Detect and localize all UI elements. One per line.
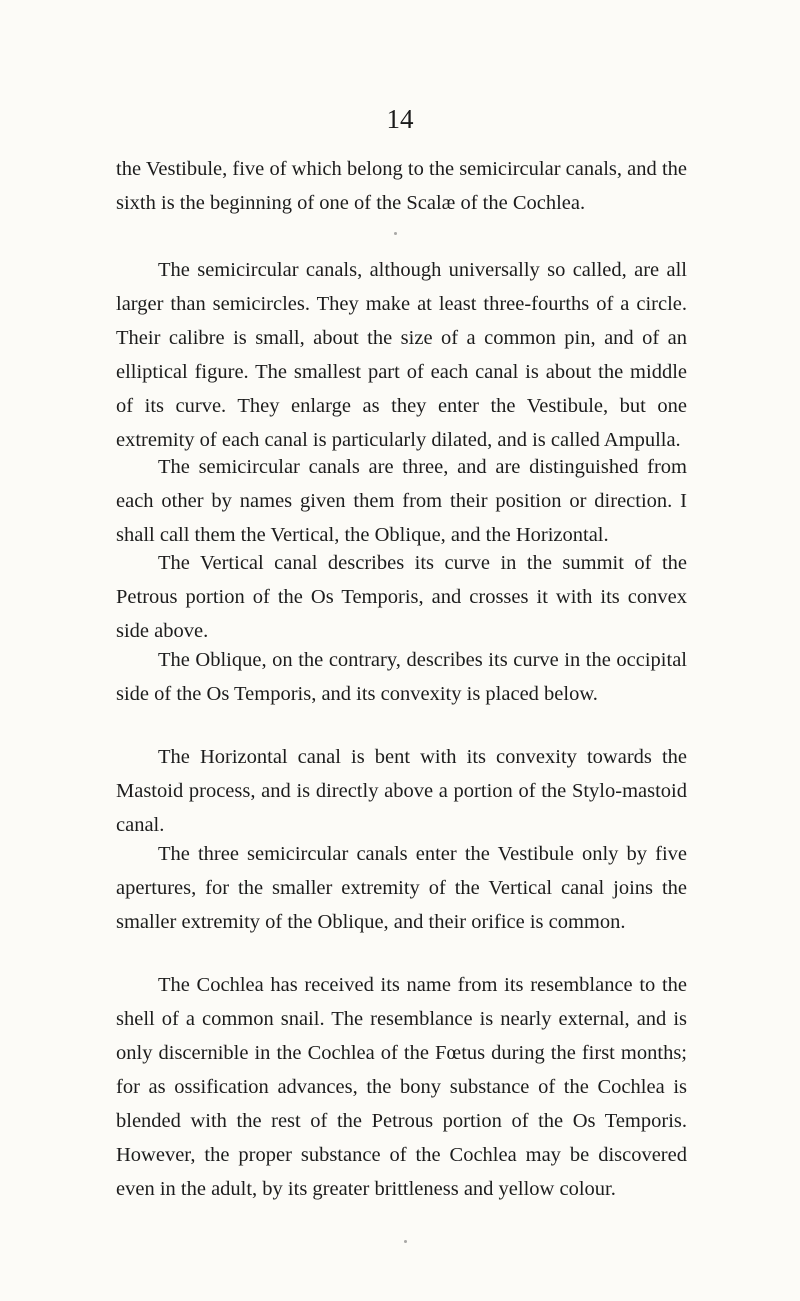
paper-speck xyxy=(394,232,397,235)
paragraph-3-text: The semicircular canals are three, and are distinguished from each other by names given them from their position or direction. I shall call them the Vertical, the Oblique, and the Horizontal. xyxy=(116,456,687,546)
paragraph-5 xyxy=(116,643,687,711)
paragraph-1-text: the Vestibule, five of which belong to the semicircular canals, and the sixth is the beginning of one of the Scalæ of the Cochlea. xyxy=(116,158,687,214)
paragraph-6-text: The Horizontal canal is bent with its convexity towards the Mastoid process, and is directly above a portion of the Stylo-mastoid canal. xyxy=(116,746,687,836)
paragraph-7-text: The three semicircular canals enter the Vestibule only by five apertures, for the smaller extremity of the Vertical canal joins the smaller extremity of the Oblique, and their orifice is common. xyxy=(116,843,687,933)
page-number: 14 xyxy=(386,104,414,134)
paragraph-1 xyxy=(116,152,687,220)
paragraph-8 xyxy=(116,968,687,1206)
paragraph-4 xyxy=(116,546,687,648)
paragraph-5-text: The Oblique, on the contrary, describes its curve in the occipital side of the Os Temporis, and its convexity is placed below. xyxy=(116,649,687,705)
paragraph-8-text: The Cochlea has received its name from its resemblance to the shell of a common snail. The resemblance is nearly external, and is only discernible in the Cochlea of the Fœtus during the first months; for as ossification advances, the bony substance of the Cochlea is blended with the rest of the Petrous portion of the Os Temporis. However, the proper substance of the Cochlea may be discovered even in the adult, by its greater brittleness and yellow colour. xyxy=(116,974,687,1200)
paragraph-3 xyxy=(116,450,687,552)
paragraph-4-text: The Vertical canal describes its curve in the summit of the Petrous portion of the Os Temporis, and crosses it with its convex side above. xyxy=(116,552,687,642)
paragraph-2-text: The semicircular canals, although universally so called, are all larger than semicircles. They make at least three-fourths of a circle. Their calibre is small, about the size of a common pin, and of an elliptical figure. The smallest part of each canal is about the middle of its curve. They enlarge as they enter the Vestibule, but one extremity of each canal is particularly dilated, and is called Ampulla. xyxy=(116,259,687,451)
paragraph-7 xyxy=(116,837,687,939)
paragraph-6 xyxy=(116,740,687,842)
paper-speck xyxy=(404,1240,407,1243)
paragraph-2 xyxy=(116,253,687,457)
